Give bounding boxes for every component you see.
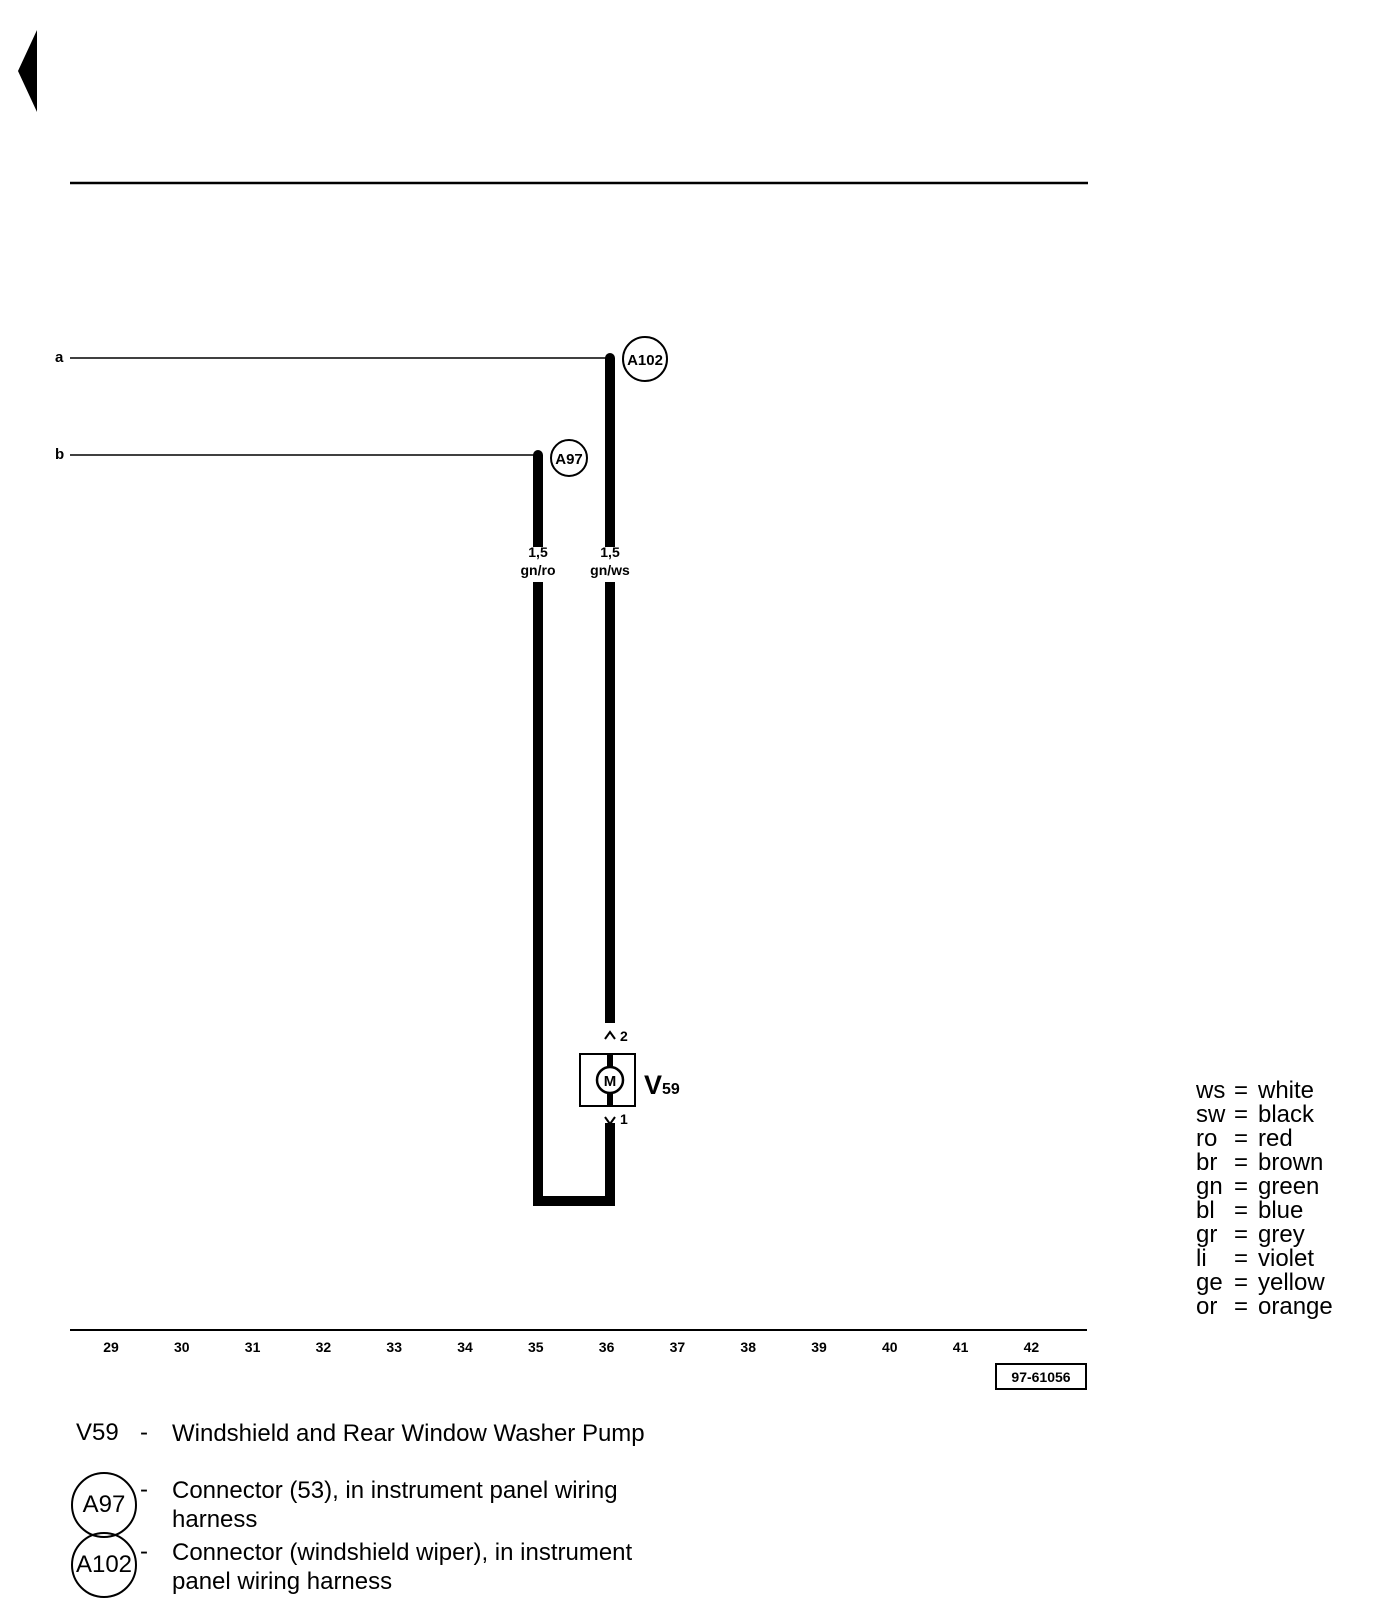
color-name: grey xyxy=(1258,1221,1305,1248)
color-code-row xyxy=(1196,1295,1333,1319)
color-code: gr xyxy=(1196,1221,1218,1248)
color-code-row xyxy=(1196,1079,1333,1103)
legend-dash: - xyxy=(140,1419,148,1446)
color-name: orange xyxy=(1258,1293,1333,1320)
color-code: or xyxy=(1196,1293,1218,1320)
connector-a97-label: A97 xyxy=(555,451,583,468)
legend-code: V59 xyxy=(76,1419,119,1446)
legend-connector-a97-marker xyxy=(71,1472,137,1538)
track-number: 32 xyxy=(315,1339,332,1355)
color-code-key xyxy=(1196,1079,1333,1319)
color-code: bl xyxy=(1196,1197,1215,1224)
diagram-id: 97-61056 xyxy=(1011,1369,1071,1385)
color-name: brown xyxy=(1258,1149,1324,1176)
wire-b-letter: b xyxy=(55,446,65,463)
color-code: li xyxy=(1196,1245,1207,1272)
track-numbers xyxy=(103,1339,1039,1355)
color-name: black xyxy=(1258,1101,1315,1128)
pin-2-label: 2 xyxy=(620,1028,628,1044)
track-number: 34 xyxy=(457,1339,473,1355)
color-code: ws xyxy=(1196,1077,1226,1104)
color-code: gn xyxy=(1196,1173,1223,1200)
track-number: 33 xyxy=(386,1339,402,1355)
color-name: violet xyxy=(1258,1245,1315,1272)
legend-row-v59 xyxy=(0,1419,700,1451)
equals-sign: = xyxy=(1234,1173,1249,1200)
equals-sign: = xyxy=(1234,1221,1249,1248)
legend-dash: - xyxy=(140,1476,148,1503)
pin-1-arrow xyxy=(605,1117,615,1124)
legend-code: A102 xyxy=(75,1551,133,1578)
wire-b-gauge: 1,5 xyxy=(528,544,548,560)
color-code: br xyxy=(1196,1149,1218,1176)
pin-1-label: 1 xyxy=(620,1111,628,1127)
color-code-row xyxy=(1196,1199,1333,1223)
track-number: 37 xyxy=(669,1339,686,1355)
legend-description: Connector (windshield wiper), in instrument panel wiring harness xyxy=(172,1539,633,1595)
track-number: 40 xyxy=(882,1339,898,1355)
equals-sign: = xyxy=(1234,1101,1249,1128)
equals-sign: = xyxy=(1234,1197,1249,1224)
track-number: 35 xyxy=(528,1339,544,1355)
motor-symbol: M xyxy=(603,1073,617,1090)
track-number: 29 xyxy=(103,1339,119,1355)
wire-a-gauge: 1,5 xyxy=(600,544,620,560)
color-name: red xyxy=(1258,1125,1293,1152)
color-code-row xyxy=(1196,1223,1333,1247)
track-number: 38 xyxy=(740,1339,756,1355)
equals-sign: = xyxy=(1234,1293,1249,1320)
color-name: yellow xyxy=(1258,1269,1325,1296)
component-v59-label: V59 xyxy=(644,1070,680,1100)
wire-a-color: gn/ws xyxy=(590,562,630,578)
ground-return-wire xyxy=(538,1123,610,1201)
color-code-row xyxy=(1196,1247,1333,1271)
color-name: white xyxy=(1258,1077,1315,1104)
color-code: sw xyxy=(1196,1101,1226,1128)
legend-connector-a102-marker xyxy=(71,1532,137,1598)
pin-2-arrow xyxy=(605,1032,615,1039)
wire-a-letter: a xyxy=(55,349,64,366)
wire-b-color: gn/ro xyxy=(520,562,556,578)
track-number: 42 xyxy=(1023,1339,1040,1355)
equals-sign: = xyxy=(1234,1149,1249,1176)
color-code-row xyxy=(1196,1151,1333,1175)
track-number: 41 xyxy=(952,1339,969,1355)
track-number: 30 xyxy=(174,1339,190,1355)
color-code-row xyxy=(1196,1175,1333,1199)
legend-row-a97 xyxy=(0,1476,700,1536)
equals-sign: = xyxy=(1234,1125,1249,1152)
legend-row-a102 xyxy=(0,1538,700,1598)
color-name: green xyxy=(1258,1173,1320,1200)
equals-sign: = xyxy=(1234,1269,1249,1296)
equals-sign: = xyxy=(1234,1077,1249,1104)
track-number: 36 xyxy=(598,1339,615,1355)
color-code-row xyxy=(1196,1127,1333,1151)
equals-sign: = xyxy=(1234,1245,1249,1272)
color-code-row xyxy=(1196,1271,1333,1295)
connector-a102-label: A102 xyxy=(627,352,663,369)
legend-description: Windshield and Rear Window Washer Pump xyxy=(172,1420,645,1447)
color-name: blue xyxy=(1258,1197,1304,1224)
legend-description: Connector (53), in instrument panel wiring harness xyxy=(172,1477,618,1533)
legend-dash: - xyxy=(140,1538,148,1565)
track-number: 39 xyxy=(811,1339,827,1355)
track-number: 31 xyxy=(244,1339,261,1355)
color-code: ge xyxy=(1196,1269,1223,1296)
color-code-row xyxy=(1196,1103,1333,1127)
legend-code: A97 xyxy=(82,1491,126,1518)
color-code: ro xyxy=(1196,1125,1218,1152)
back-arrow-icon[interactable] xyxy=(18,30,37,112)
